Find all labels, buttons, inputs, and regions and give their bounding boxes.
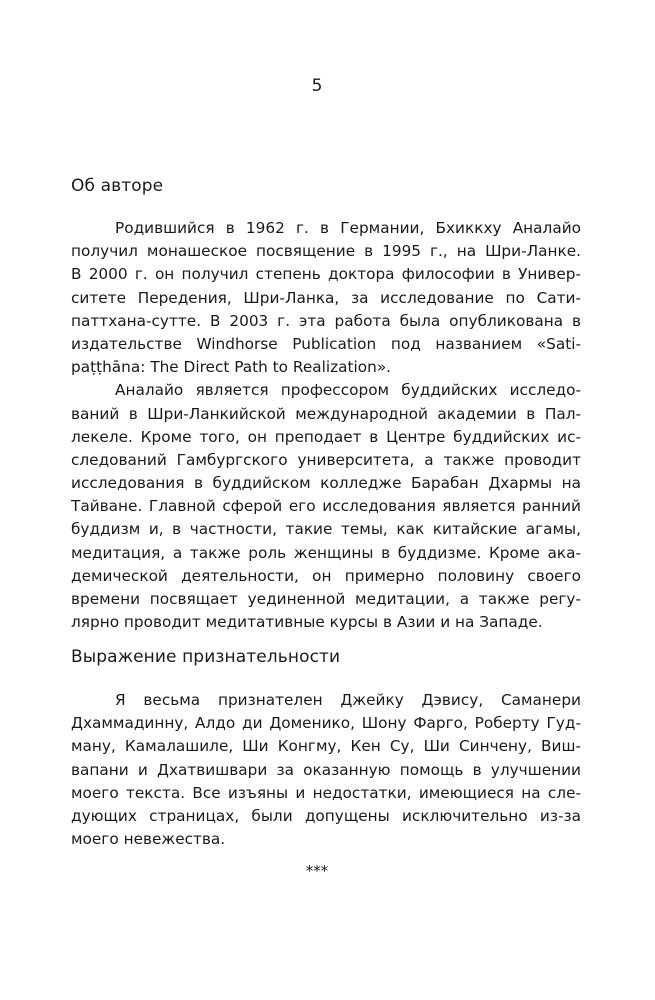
text-line: вапани и Дхатвишвари за оказанную помощь в улучшении: [71, 760, 581, 779]
acknowledgements-paragraph: [71, 689, 581, 851]
text-line: лекеле. Кроме того, он преподает в Центре буддийских ис-: [71, 427, 581, 446]
text-line: ситете Передения, Шри-Ланка, за исследование по Сати-: [71, 288, 581, 307]
text-line: В 2000 г. он получил степень доктора философии в Универ-: [71, 265, 581, 284]
section-separator: ***: [305, 862, 329, 880]
page-number: 5: [311, 76, 323, 96]
text-line: следований Гамбургского университета, а также проводит: [71, 450, 581, 469]
text-line: исследования в буддийском колледже Барабан Дхармы на: [71, 474, 581, 493]
text-line: моего текста. Все изъяны и недостатки, имеющиеся на сле-: [71, 783, 581, 802]
text-line: моего невежества.: [71, 830, 226, 849]
text-line: медитация, а также роль женщины в буддизме. Кроме ака-: [71, 543, 581, 562]
text-line: буддизм и, в частности, такие темы, как китайские агамы,: [71, 520, 581, 539]
text-line: времени посвящает уединенной медитации, а также регу-: [71, 590, 581, 608]
text-line: дующих страницах, были допущены исключительно из-за: [71, 806, 581, 825]
text-line: Родившийся в 1962 г. в Германии, Бхиккху Аналайо: [115, 219, 581, 237]
text-line: демической деятельности, он примерно половину своего: [71, 566, 581, 585]
text-line: ваний в Шри-Ланкийской международной академии в Пал-: [71, 404, 581, 423]
text-line: Аналайо является профессором буддийских исследо-: [115, 381, 581, 400]
text-line: паттхана-сутте. В 2003 г. эта работа была опубликована в: [71, 311, 581, 330]
text-line: Тайване. Главной сферой его исследования является ранний: [71, 497, 581, 516]
text-line: ману, Камалашиле, Ши Конгму, Кен Су, Ши Синчену, Виш-: [71, 737, 581, 756]
section-heading-acknowledgements: Выражение признательности: [71, 647, 341, 667]
text-line: Я весьма признателен Джейку Дэвису, Саманери: [115, 691, 581, 709]
text-line: получил монашеское посвящение в 1995 г., на Шри-Ланке.: [71, 242, 581, 261]
text-line: Дхаммадинну, Алдо ди Доменико, Шону Фарго, Роберту Гуд-: [71, 714, 581, 733]
text-line: paṭṭhāna: The Direct Path to Realization».: [71, 358, 392, 377]
text-line: лярно проводит медитативные курсы в Азии и на Западе.: [71, 613, 543, 632]
text-line: издательстве Windhorse Publication под названием «Sati-: [71, 334, 581, 353]
section-heading-about-author: Об авторе: [71, 176, 164, 196]
about-author-paragraphs: [71, 217, 581, 634]
